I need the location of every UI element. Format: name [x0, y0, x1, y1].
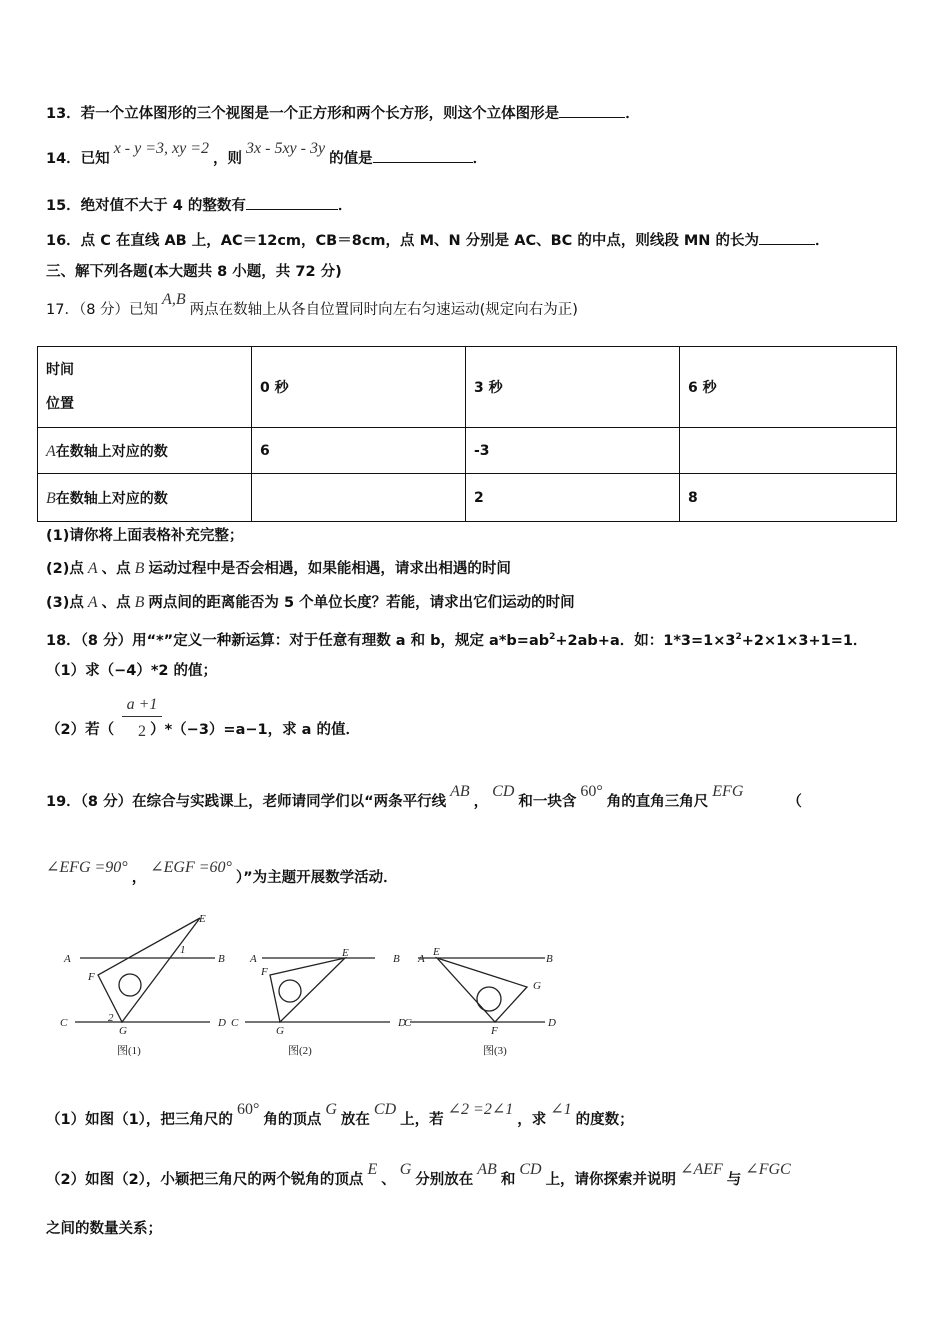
table-cell: 6: [252, 428, 466, 474]
t: +2ab+a．如：1*3=1×3: [555, 632, 736, 649]
t: （2）如图（2），小颖把三角尺的两个锐角的顶点: [46, 1172, 364, 1188]
q17-part2: [46, 559, 511, 579]
q17-pre: 17．（8 分）已知: [46, 302, 159, 318]
t: 两点间的距离能否为 5 个单位长度？若能，请求出它们运动的时间: [148, 595, 575, 611]
question-16: [46, 230, 830, 251]
row-label-text: 在数轴上对应的数: [55, 443, 168, 460]
math: AB: [477, 1161, 497, 1178]
header-6s: 6 秒: [688, 380, 717, 396]
label: C: [404, 1017, 412, 1029]
header-cell: [680, 347, 897, 428]
t: 18．（8 分）用“*”定义一种新运算：对于任意有理数 a 和 b，规定 a*b=ab: [46, 632, 550, 649]
var-a: A: [87, 560, 98, 577]
q17-part1: (1)请你将上面表格补充完整；: [46, 528, 244, 544]
figure-1-labels: [60, 913, 226, 1057]
t: 运动过程中是否会相遇，如果能相遇，请求出相遇的时间: [148, 561, 511, 577]
question-18: [46, 627, 867, 651]
row-label: [38, 428, 252, 474]
math: CD: [519, 1161, 542, 1178]
t: ）*（−3）=a−1，求 a 的值．: [150, 722, 360, 738]
table-cell: -3: [466, 428, 680, 474]
t: ）”为主题开展数学活动．: [235, 870, 398, 886]
t: 与: [726, 1172, 742, 1188]
q14-math-condition: x - y =3, xy =2: [113, 140, 210, 157]
label: E: [342, 947, 349, 959]
q17-post: 两点在数轴上从各自位置同时向左右匀速运动(规定向右为正): [189, 302, 578, 318]
q15-text: 15．绝对值不大于 4 的整数有: [46, 198, 246, 214]
t: （: [787, 794, 802, 810]
q18-part1: （1）求（−4）*2 的值；: [46, 663, 218, 679]
table-cell: 8: [680, 474, 897, 522]
fraction-denominator: 2: [138, 723, 146, 740]
table-header-row: [38, 347, 897, 428]
exponent: 2: [735, 632, 742, 642]
t: 上，若: [400, 1112, 444, 1128]
var-a: A: [87, 594, 98, 611]
q14-mid: ，则: [213, 151, 243, 167]
table-row: [38, 428, 897, 474]
math: CD: [373, 1101, 397, 1118]
t: +2×1×3+1=1．: [741, 632, 868, 649]
label: C: [231, 1017, 239, 1029]
math-ab: AB: [450, 783, 470, 800]
header-corner-cell: [38, 347, 252, 428]
caption: 图(1): [117, 1045, 141, 1057]
answer-blank[interactable]: [246, 195, 338, 210]
q19-line2: [46, 859, 398, 888]
header-cell: [252, 347, 466, 428]
question-14: [46, 140, 488, 169]
table-cell[interactable]: [252, 474, 466, 522]
t: 角的直角三角尺: [606, 794, 709, 810]
question-19: [46, 783, 802, 812]
var-a: A: [46, 442, 56, 460]
math: ∠1: [550, 1101, 572, 1118]
math: 60°: [236, 1101, 260, 1118]
label: A: [418, 953, 425, 965]
figure-2: [245, 958, 390, 1022]
label: F: [261, 966, 268, 978]
math: ∠2 =2∠1: [447, 1101, 514, 1118]
question-15: [46, 195, 352, 216]
label: C: [60, 1017, 68, 1029]
t: 19．（8 分）在综合与实践课上，老师请同学们以“两条平行线: [46, 794, 447, 810]
t: 、点: [101, 561, 131, 577]
figure-2-labels: [231, 947, 406, 1057]
fraction-numerator: a +1: [122, 696, 162, 717]
row-label-text: 在数轴上对应的数: [55, 490, 168, 507]
label: 2: [108, 1012, 114, 1024]
q13-text: 13．若一个立体图形的三个视图是一个正方形和两个长方形，则这个立体图形是: [46, 106, 560, 122]
header-cell: [466, 347, 680, 428]
t: (2)点: [46, 561, 84, 577]
q18-part2: [46, 720, 360, 740]
t: 和: [500, 1172, 516, 1188]
label: D: [398, 1017, 406, 1029]
q14-math-expression: 3x - 5xy - 3y: [246, 140, 326, 157]
label: B: [546, 953, 553, 965]
label: E: [199, 913, 206, 925]
label: 1: [180, 944, 186, 956]
q19-part2: [46, 1161, 795, 1190]
q14-end: ．: [472, 151, 488, 167]
t: （2）若（: [46, 722, 115, 738]
t: ，: [131, 870, 147, 886]
t: 角的顶点: [263, 1112, 322, 1128]
answer-blank[interactable]: [373, 148, 473, 163]
answer-blank[interactable]: [559, 103, 625, 118]
t: （1）如图（1），把三角尺的: [46, 1112, 233, 1128]
table-cell: 2: [466, 474, 680, 522]
math-cd: CD: [492, 783, 515, 800]
math-angle-efg: ∠EFG =90°: [46, 859, 128, 876]
q17-math-ab: A,B: [162, 291, 186, 308]
header-0s: 0 秒: [260, 380, 289, 396]
header-3s: 3 秒: [474, 380, 503, 396]
t: 分别放在: [415, 1172, 474, 1188]
caption: 图(3): [483, 1045, 507, 1057]
var-b: B: [134, 594, 145, 611]
q14-pre: 14．已知: [46, 151, 110, 167]
figure-1: [75, 918, 215, 1022]
q16-text: 16．点 C 在直线 AB 上，AC＝12cm，CB＝8cm，点 M、N 分别是 AC、BC 的中点，则线段 MN 的长为: [46, 233, 759, 249]
label: A: [64, 953, 71, 965]
math-angle-egf: ∠EGF =60°: [150, 859, 232, 876]
row-label: [38, 474, 252, 522]
label: D: [218, 1017, 226, 1029]
q19-part1: [46, 1101, 634, 1130]
table-cell[interactable]: [680, 428, 897, 474]
math: ∠FGC: [745, 1161, 791, 1178]
position-table: [37, 346, 897, 522]
table-row: [38, 474, 897, 522]
label: E: [433, 946, 440, 958]
answer-blank[interactable]: [759, 230, 815, 245]
var-b: B: [46, 489, 56, 507]
q17-part3: [46, 593, 575, 613]
exponent: 2: [549, 632, 556, 642]
math: G: [325, 1101, 337, 1118]
q15-end: ．: [337, 198, 353, 214]
t: 、: [381, 1172, 396, 1188]
label: B: [393, 953, 400, 965]
label: F: [88, 971, 95, 983]
header-position: 位置: [46, 396, 74, 412]
label: A: [250, 953, 257, 965]
t: ，: [473, 794, 489, 810]
header-time: 时间: [46, 362, 74, 378]
label: G: [276, 1025, 284, 1037]
figure-3: [410, 958, 545, 1022]
t: 放在: [340, 1112, 370, 1128]
q19-part2-cont: 之间的数量关系；: [46, 1221, 162, 1237]
t: ，求: [517, 1112, 547, 1128]
question-13: [46, 103, 640, 124]
figure-3-labels: [404, 946, 556, 1057]
q14-post: 的值是: [329, 151, 373, 167]
label: B: [218, 953, 225, 965]
math: G: [399, 1161, 412, 1178]
t: (3)点: [46, 595, 84, 611]
math: ∠AEF: [680, 1161, 723, 1178]
t: 、点: [101, 595, 131, 611]
label: D: [548, 1017, 556, 1029]
question-17: [46, 291, 578, 320]
label: G: [533, 980, 541, 992]
t: 的度数；: [575, 1112, 634, 1128]
q16-end: ．: [815, 233, 830, 249]
t: 上，请你探索并说明: [545, 1172, 677, 1188]
math: E: [367, 1161, 378, 1178]
var-b: B: [134, 560, 145, 577]
label: G: [119, 1025, 127, 1037]
label: F: [491, 1025, 498, 1037]
t: 和一块含: [518, 794, 577, 810]
q13-end: ．: [625, 106, 640, 122]
section-heading: 三、解下列各题(本大题共 8 小题，共 72 分): [46, 264, 342, 280]
math-60deg: 60°: [580, 783, 603, 800]
caption: 图(2): [288, 1045, 312, 1057]
math-efg: EFG: [712, 783, 744, 800]
